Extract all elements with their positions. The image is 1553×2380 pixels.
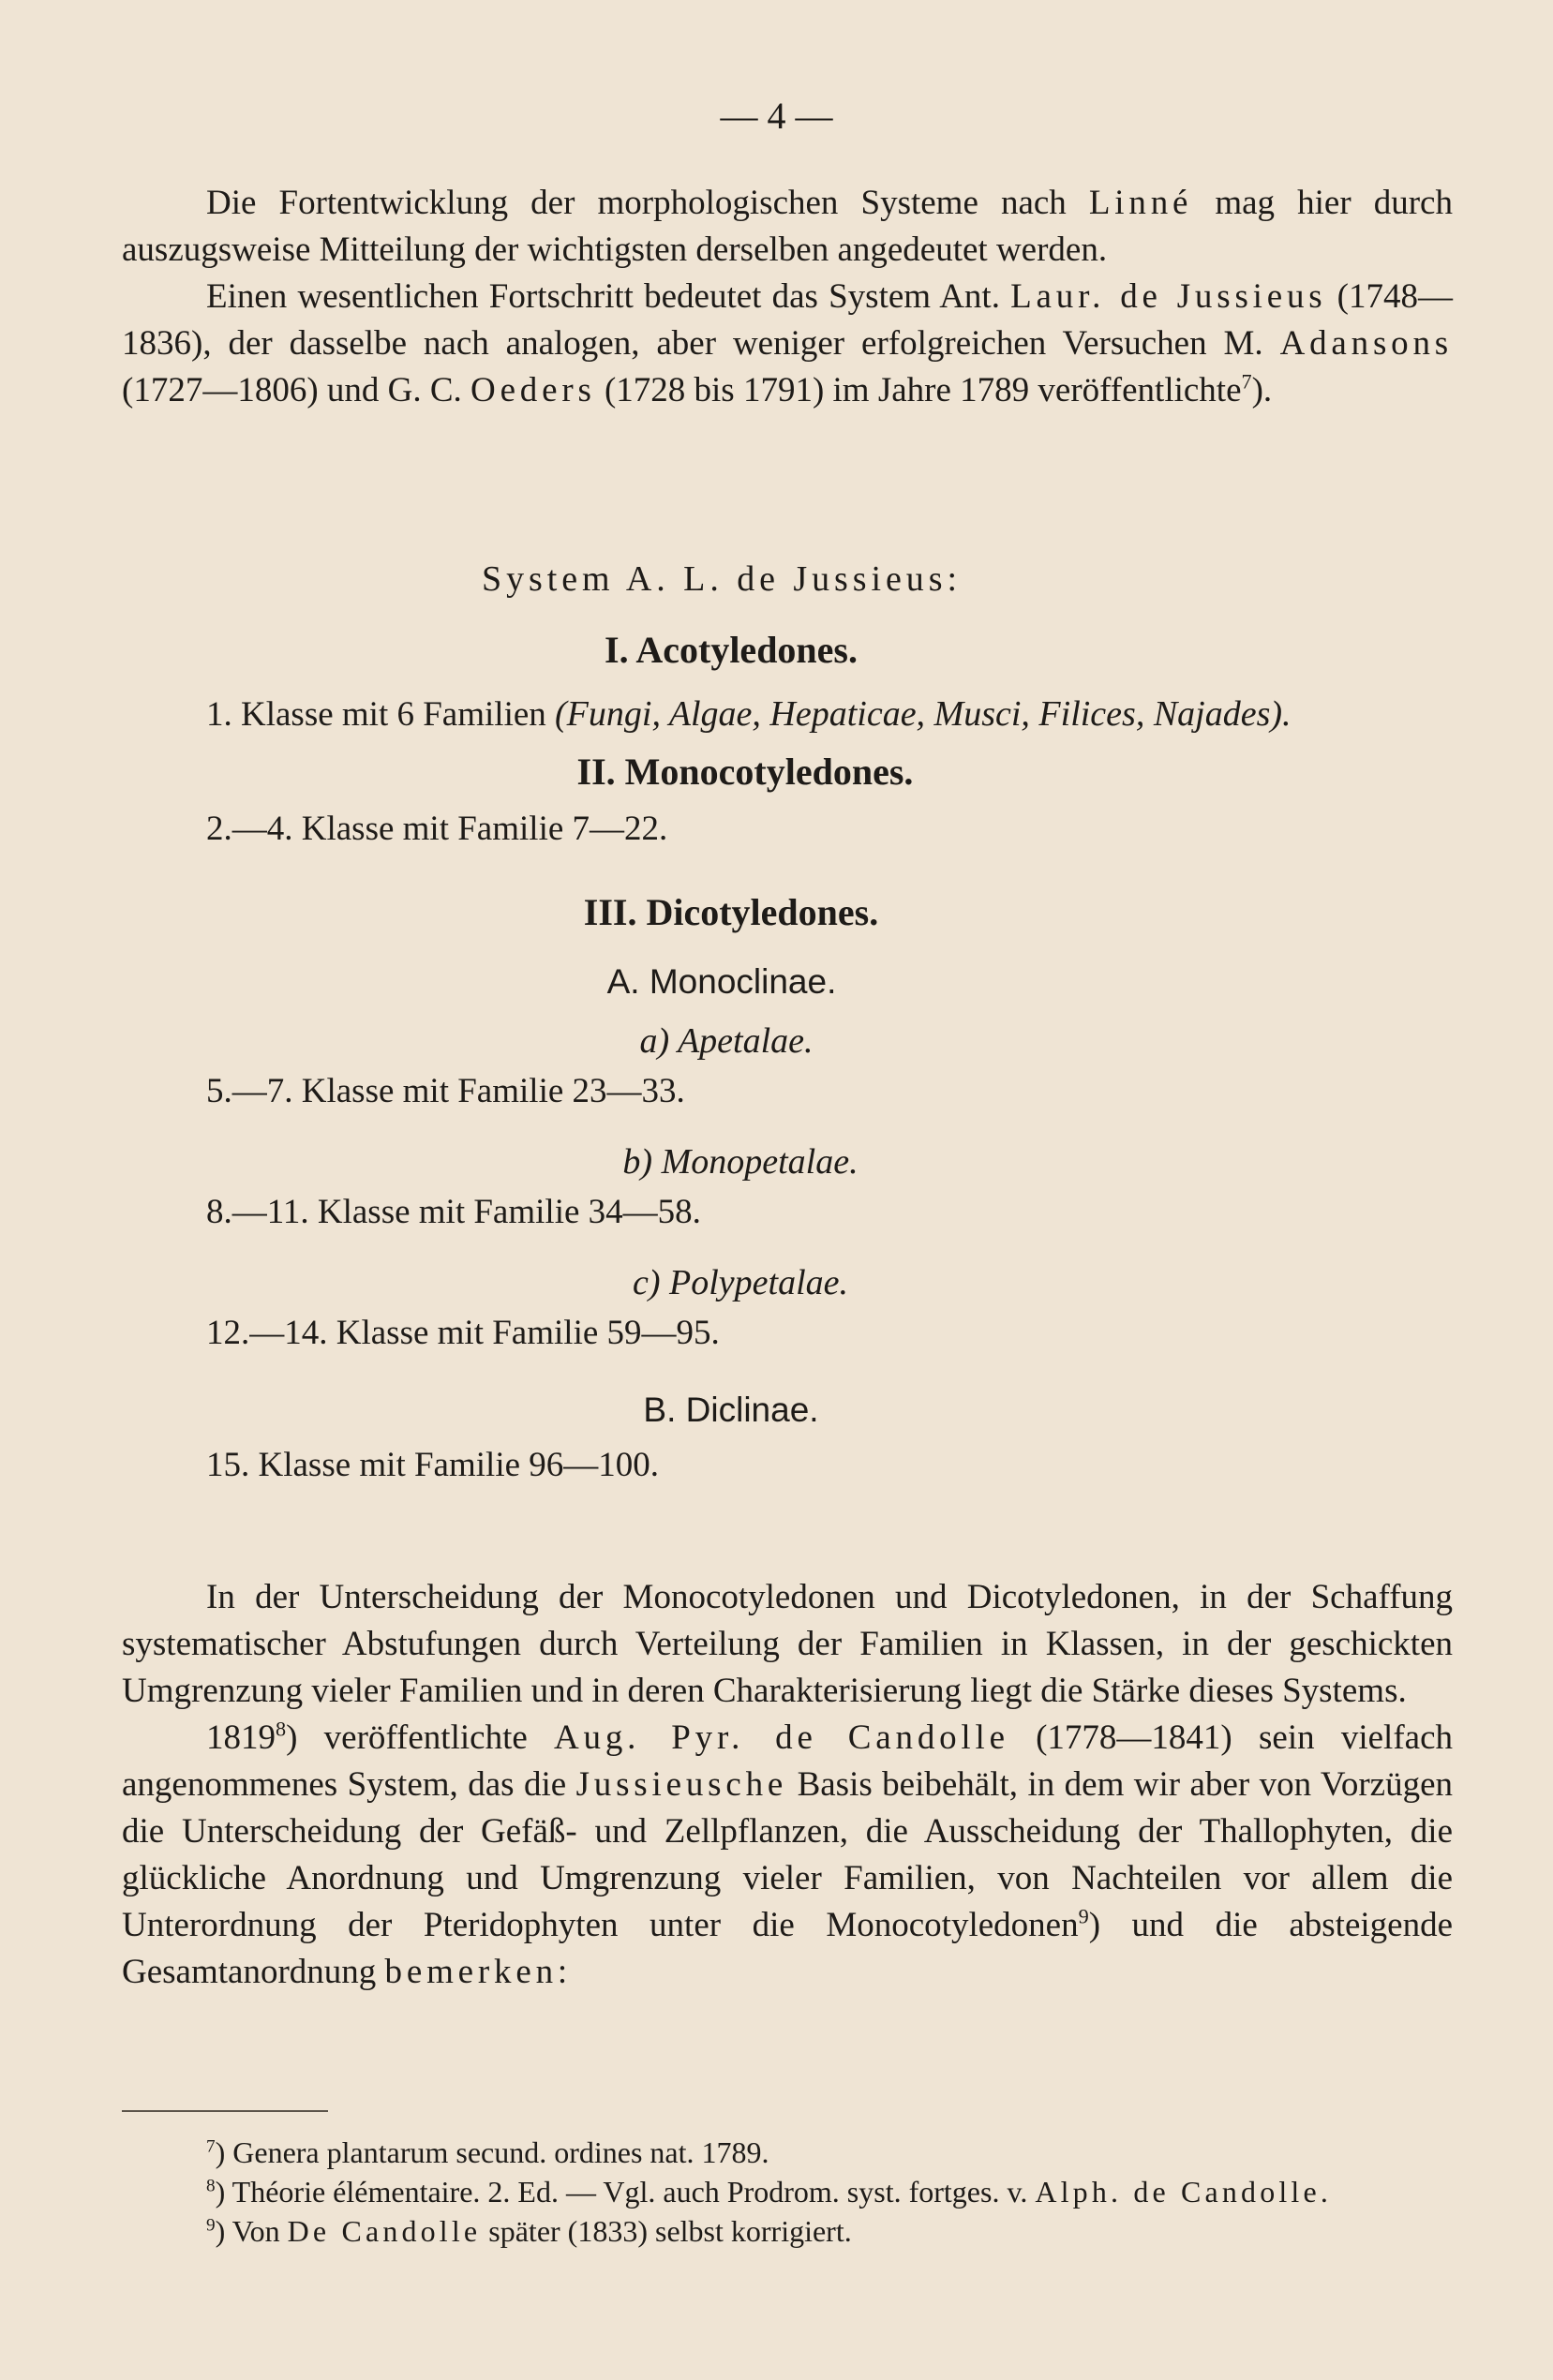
footnote-ref-8: 8 xyxy=(276,1717,287,1741)
heading-monoclinae: A. Monoclinae. xyxy=(606,962,837,1001)
body-section xyxy=(122,1574,1453,1996)
heading-dicotyledones: III. Dicotyledones. xyxy=(583,891,879,933)
footnote-divider xyxy=(122,2110,328,2112)
heading-apetalae: a) Apetalae. xyxy=(639,1021,814,1061)
footnote-8: $^8$) Théorie élémentaire. 2. Ed. — Vgl. auch Prodrom. syst. fortges. v. Alph. de Candolle. xyxy=(206,2175,1328,2209)
class-monopetalae: 8.—11. Klasse mit Familie 34—58. xyxy=(206,1193,701,1231)
heading-diclinae: B. Diclinae. xyxy=(643,1391,819,1429)
author-linne: Linné xyxy=(1088,184,1193,222)
jussieusche: Jussieusche xyxy=(575,1765,788,1804)
class-acotyledones: 1. Klasse mit 6 Familien (Fungi, Algae, Hepaticae, Musci, Filices, Najades). xyxy=(206,694,1292,734)
footnotes xyxy=(122,2133,1453,2251)
heading-monocotyledones: II. Monocotyledones. xyxy=(576,751,914,793)
heading-polypetalae: c) Polypetalae. xyxy=(632,1263,848,1302)
footnote-7: $^7$) Genera plantarum secund. ordines nat. 1789. xyxy=(206,2135,769,2169)
author-jussieu: Laur. de Jussieus xyxy=(1010,277,1327,316)
class-diclinae: 15. Klasse mit Familie 96—100. xyxy=(206,1446,660,1484)
paragraph-staerke: In der Unterscheidung der Monocotyledonen und Dicotyledonen, in der Schaffung systematischer Abstufungen durch Verteilung der Familien in Klassen, in der geschickten Umgrenzung vieler Familien und in deren Charakterisierung liegt die Stärke dieses Systems. xyxy=(122,1578,1453,1710)
heading-monopetalae: b) Monopetalae. xyxy=(622,1142,859,1182)
footnote-9: $^9$) Von De Candolle später (1833) selbst korrigiert. xyxy=(206,2214,852,2248)
author-adanson: Adansons xyxy=(1279,324,1453,363)
heading-acotyledones: I. Acotyledones. xyxy=(605,629,858,671)
families-acotyledones: (Fungi, Algae, Hepaticae, Musci, Filices, Najades). xyxy=(555,694,1292,734)
author-oeder: Oeders xyxy=(470,371,596,409)
footnote-ref-7: 7 xyxy=(1241,369,1252,394)
footnote-ref-9: 9 xyxy=(1078,1904,1089,1928)
system-jussieu xyxy=(122,558,1453,1485)
paragraph-linne: Die Fortentwicklung der morphologischen Systeme nach Linné mag hier durch auszugsweise Mitteilung der wichtigsten derselben angedeutet werden. xyxy=(122,184,1453,269)
system-heading: System A. L. de Jussieus: xyxy=(482,559,962,599)
class-monocotyledones: 2.—4. Klasse mit Familie 7—22. xyxy=(206,810,668,848)
page-number: — 4 — xyxy=(720,95,833,137)
paragraph-jussieu: Einen wesentlichen Fortschritt bedeutet das System Ant. Laur. de Jussieus (1748—1836), der dasselbe nach analogen, aber weniger erfolgreichen Versuchen M. Adansons (1727—1806) und G. C. Oeders (1728 bis 1791) im Jahre 1789 veröffentlichte$^7$). xyxy=(122,277,1453,409)
class-polypetalae: 12.—14. Klasse mit Familie 59—95. xyxy=(206,1314,720,1352)
paragraph-candolle: 1819$^8$) veröffentlichte Aug. Pyr. de Candolle (1778—1841) sein vielfach angenommenes System, das die Jussieusche Basis beibehält, in dem wir aber von Vorzügen die Unterscheidung der Gefäß- und Zellpflanzen, die Ausscheidung der Thallophyten, die glückliche Anordnung und Umgrenzung vieler Familien, von Nachteilen vor allem die Unterordnung der Pteridophyten unter die Monocotyledonen$^9$) und die absteigende Gesamtanordnung bemerken: xyxy=(122,1717,1454,1991)
author-candolle: Aug. Pyr. de Candolle xyxy=(554,1718,1009,1757)
intro-section xyxy=(122,180,1453,414)
class-apetalae: 5.—7. Klasse mit Familie 23—33. xyxy=(206,1072,685,1110)
